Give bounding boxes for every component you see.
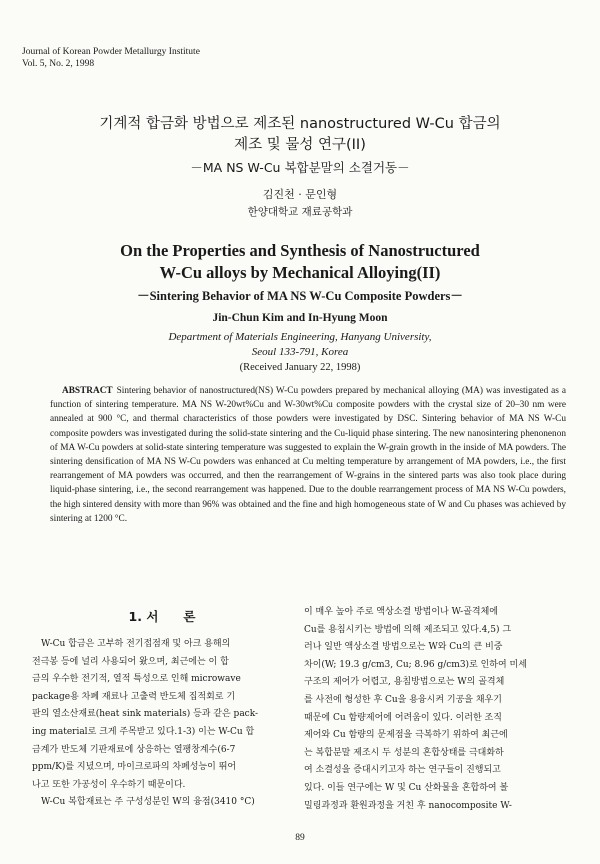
english-affiliation [0, 330, 600, 360]
korean-affiliation: 한양대학교 재료공학과 [247, 206, 353, 218]
abstract-label: ABSTRACT [62, 386, 113, 396]
page-number: 89 [295, 833, 305, 843]
abstract [50, 384, 566, 526]
body-text-line: 구조의 제어가 어렵고, 용침방법으로는 W의 골격체 [304, 677, 505, 688]
english-title [0, 240, 600, 284]
journal-volume: Vol. 5, No. 2, 1998 [22, 59, 95, 69]
english-authors: Jin-Chun Kim and In-Hyung Moon [212, 312, 388, 324]
section-heading: 1. 서 론 [128, 609, 196, 624]
body-text-line: 있다. 이들 연구에는 W 및 Cu 산화물을 혼합하여 볼 [304, 782, 509, 793]
body-right-column [304, 604, 564, 815]
right-paragraphs [304, 604, 564, 815]
english-title-line2: W-Cu alloys by Mechanical Alloying(II) [159, 263, 441, 282]
body-text-line: ing material로 크게 주목받고 있다.1-3) 이는 W-Cu 합 [32, 726, 255, 737]
body-text-line: 밀링과정과 환원과정을 거친 후 nanocomposite W- [304, 800, 512, 811]
korean-title [0, 114, 600, 156]
body-text-line: package용 차폐 재료나 고출력 반도체 집적회로 기 [32, 691, 236, 702]
body-text-line: 판의 열소산재료(heat sink materials) 등과 같은 pack- [32, 709, 259, 720]
body-text-line: 러나 일반 액상소결 방법으로는 W와 Cu의 큰 비중 [304, 642, 503, 653]
body-text-line: 를 사전에 형성한 후 Cu을 용융시켜 기공을 채우기 [304, 694, 502, 705]
body-text-line: 전극봉 등에 널리 사용되어 왔으며, 최근에는 이 합 [32, 656, 229, 667]
affiliation-line1: Department of Materials Engineering, Hanyang University, [168, 331, 432, 343]
body-text-line: 는 복합분말 제조시 두 성분의 혼합상태를 극대화하 [304, 747, 504, 758]
left-paragraphs [32, 636, 292, 812]
journal-header [22, 46, 200, 70]
received-date: (Received January 22, 1998) [239, 362, 361, 373]
body-text-line: W-Cu 합금은 고부하 전기접점재 및 아크 용해의 [41, 639, 231, 649]
body-text-line: 차이(W; 19.3 g/cm3, Cu; 8.96 g/cm3)로 인하여 미세 [304, 659, 527, 670]
english-title-line1: On the Properties and Synthesis of Nanostructured [120, 241, 480, 260]
body-left-column [32, 604, 292, 812]
body-text-line: 이 매우 높아 주로 액상소결 방법이나 W-골격체에 [304, 607, 498, 617]
body-text-line: 금계가 반도체 기판재료에 상응하는 열팽창계수(6-7 [32, 744, 236, 755]
body-text-line: 제어와 Cu 함량의 문제점을 극복하기 위하여 최근에 [304, 730, 508, 741]
body-text-line: ppm/K)를 지녔으며, 마이크로파의 차폐성능이 뛰어 [32, 762, 237, 773]
body-text-line: 여 소결성을 증대시키고자 하는 연구들이 진행되고 [304, 765, 501, 776]
korean-authors: 김진천 · 문인형 [262, 188, 338, 201]
body-text-line: 금의 우수한 전기적, 열적 특성으로 인해 microwave [32, 674, 241, 685]
body-text-line: W-Cu 복합재료는 주 구성성분인 W의 융점(3410 °C) [41, 797, 255, 808]
body-text-line: 때문에 Cu 함량제어에 어려움이 있다. 이러한 조직 [304, 712, 502, 723]
korean-title-line2: 제조 및 물성 연구(II) [234, 137, 366, 153]
abstract-text: Sintering behavior of nanostructured(NS) W-Cu powders prepared by mechanical alloying (MA) was investigated as a function of sintering temperature. MA NS W-20wt%Cu and W-30wt%Cu composite powders with the crystal size of 20–30 nm were annealed at 900 °C, and thermal characteristics of those powders were investigated by DSC. Sintering behavior of MA NS W-Cu composite powders was investigated during the solid-state sintering and the Cu-liquid phase sintering. The new nanosintering phenonenon of MA W-Cu powders at solid-state sintering temperature was suggested to explain the W-grain growth in the inside of MA powders. The sintering densification of MA NS W-Cu powders was enhanced at Cu melting temperature by arrangement of MA powders, i.e., the first rearrangement of MA powders was occurred, and then the rearrangement of W-grains in the sintered parts was also took place during liquid-phase sintering, i.e., the second rearrangement was happened. Due to the double rearrangement process of MA NS W-Cu powders, the high sintered density with more than 96% was obtained and the fine and high homogeneous state of W and Cu phases was achieved by sintering at 1200 °C. [50, 386, 566, 524]
journal-name: Journal of Korean Powder Metallurgy Institute [22, 47, 200, 57]
body-text-line: 나고 또한 가공성이 우수하기 때문이다. [32, 779, 186, 790]
english-subtitle: －Sintering Behavior of MA NS W-Cu Composite Powders－ [137, 289, 463, 303]
korean-subtitle: －MA NS W-Cu 복합분말의 소결거동－ [190, 160, 410, 175]
body-text-line: Cu를 용침시키는 방법에 의해 제조되고 있다.4,5) 그 [304, 624, 512, 635]
korean-title-line1: 기계적 합금화 방법으로 제조된 nanostructured W-Cu 합금의 [99, 116, 501, 132]
affiliation-line2: Seoul 133-791, Korea [251, 346, 349, 358]
